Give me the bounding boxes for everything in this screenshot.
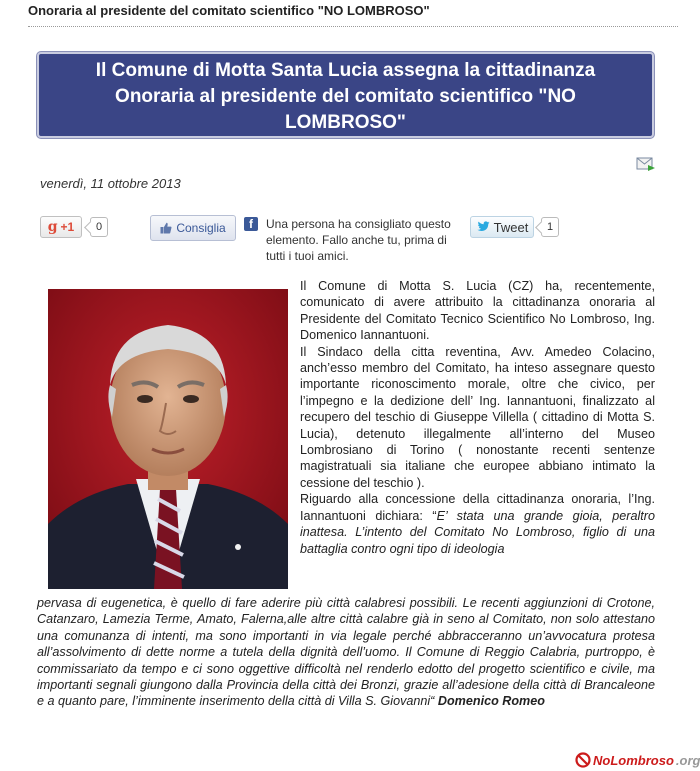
portrait-photo [48,289,288,589]
divider [28,26,678,27]
article-body-full [37,595,655,710]
title-line: LOMBROSO" [285,112,406,133]
author-name: Domenico Romeo [437,694,545,709]
post-date: venerdì, 11 ottobre 2013 [40,176,181,191]
google-plus-icon: g [47,219,58,235]
logo-text: NoLombroso [593,752,674,768]
site-logo [575,752,700,768]
consiglia-label: Consiglia [176,221,226,235]
quote-text: pervasa di eugenetica, è quello di fare aderire più città calabresi possibili. Le recenti aggiunzioni di Crotone, Catanzaro, Lamezia Terme, Amato, Falerna,alle altre città calabre già in seno al Comitato, non solo attestano una comunanza di intenti, ma sono importanti in via legale perché abbracceranno un’avvocatura protesa all’assolvimento di dette norme a tutela della dignità dell’uomo. Il Comune di Reggio Calabria, purtroppo, è commissariato da tempo e ci sono oggettive difficoltà nel renderlo edotto del progetto scientifico e civile, ma importanti segnali giungono dalla Provincia della città dei Bronzi, grazie all’adesione della città di Brancaleone e a quanto pare, l’imminente inserimento della città di Villa S. Giovanni“ [37,596,655,709]
tweet-label: Tweet [493,219,529,235]
title-line: Il Comune di Motta Santa Lucia assegna la cittadinanza [95,60,596,81]
quote-intro: Riguardo alla concessione della cittadinanza onoraria, l’Ing. Iannantuoni dichiara: “ [300,492,655,523]
article-title [37,52,654,138]
no-sign-icon [575,752,591,768]
thumb-up-icon [160,222,172,234]
email-share-icon[interactable] [636,155,656,173]
gplus-label: +1 [60,220,75,234]
tweet-count: 1 [541,217,559,237]
article-body-column [300,278,655,557]
gplus-count: 0 [90,217,108,237]
logo-domain: .org [675,752,700,768]
page-heading: Onoraria al presidente del comitato scientifico "NO LOMBROSO" [28,3,430,18]
facebook-like-button[interactable] [150,215,236,241]
article-paragraph [300,491,655,557]
quote-text: E’ stata una grande gioia, peraltro inattesa. L’intento del Comitato No Lombroso, figlio di una battaglia contro ogni tipo di ideologia [300,508,655,556]
article-paragraph: Il Sindaco della citta reventina, Avv. Amedeo Colacino, anch’esso membro del Comitato, ha inteso assegnare questo importante riconoscimento morale, oltre che civico, per l’impegno e la dedizione dell’ Ing. Iannantuoni, finalizzato al recupero del teschio di Giuseppe Villella ( cittadino di Motta S. Lucia), detenuto illegalmente all’interno del Museo Lombrosiano di Torino ( nonostante recenti sentenze magistratuali sia italiane che europee abbiano intimato la cessione del teschio ). [300,344,655,490]
google-plus-button[interactable] [40,216,82,238]
facebook-recommend-text: Una persona ha consigliato questo elemento. Fallo anche tu, prima di tutti i tuoi amici. [266,217,451,263]
article-paragraph: Il Comune di Motta S. Lucia (CZ) ha, recentemente, comunicato di avere attribuito la cittadinanza onoraria al Presidente del Comitato Tecnico Scientifico No Lombroso, Ing. Domenico Iannantuoni. [300,279,655,343]
title-line: Onoraria al presidente del comitato scientifico "NO [115,86,576,107]
facebook-icon: f [244,217,258,231]
tweet-button[interactable] [470,216,534,238]
twitter-bird-icon [476,221,490,233]
article-paragraph [37,595,655,710]
